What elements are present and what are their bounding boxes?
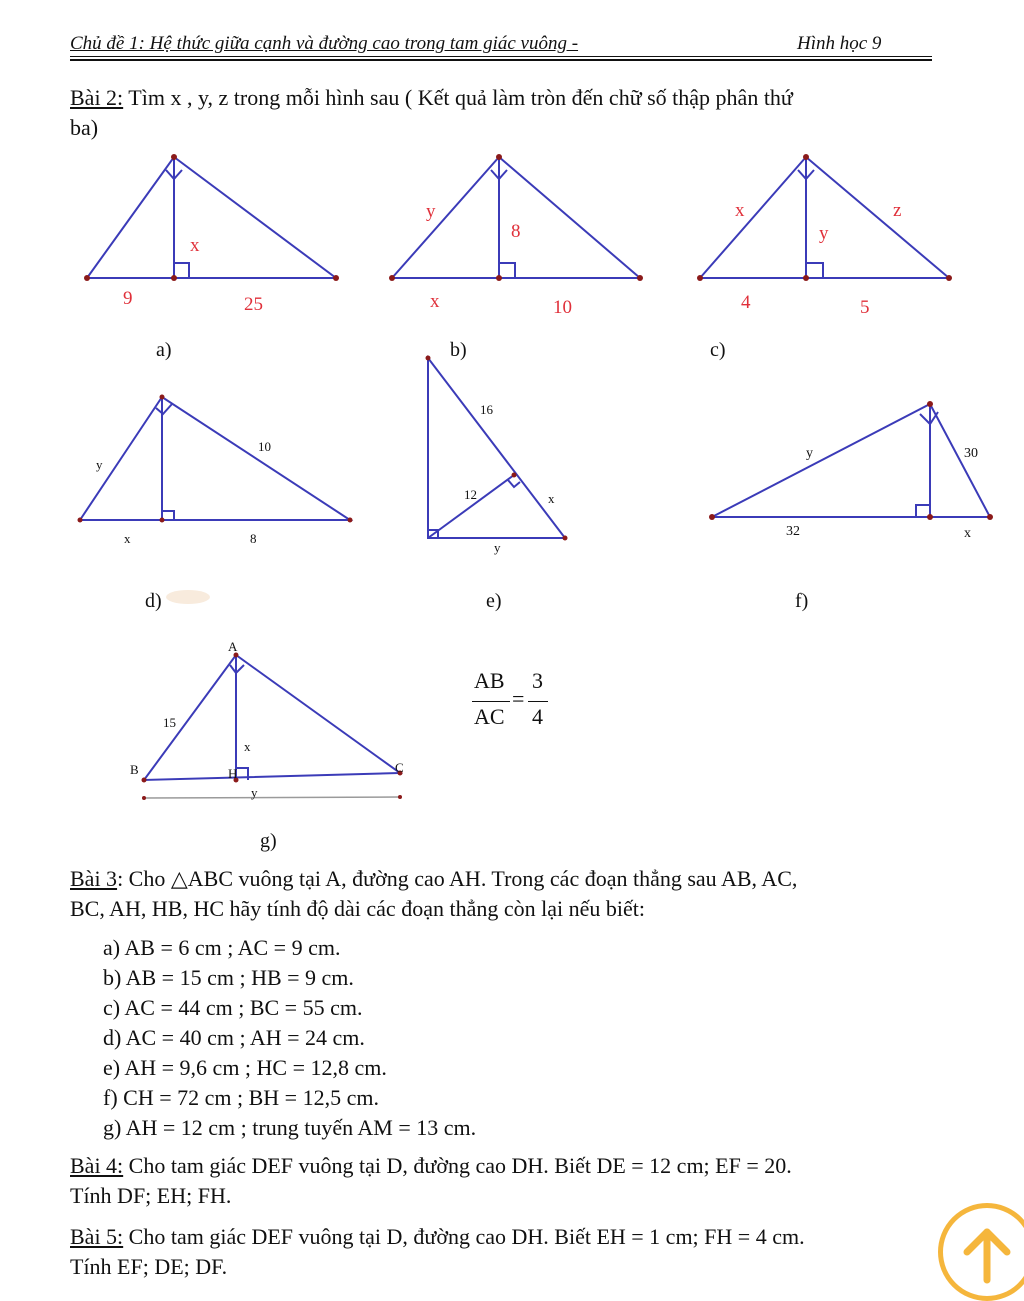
bai2-text-cont: ba) (70, 115, 99, 140)
header-topic: Chủ đề 1: Hệ thức giữa cạnh và đường cao trong tam giác vuông - (70, 33, 579, 54)
fraction-equals: = (512, 686, 525, 711)
fraction-den-left: AC (474, 704, 505, 729)
fraction-den-right: 4 (532, 704, 543, 729)
fraction-bar-left (472, 701, 510, 702)
bai2-text: Tìm x , y, z trong mỗi hình sau ( Kết quả làm tròn đến chữ số thập phân thứ (123, 85, 793, 110)
fig-c-y: y (819, 223, 829, 244)
fig-b-h: 8 (511, 221, 521, 242)
bai3-text-cont: BC, AH, HB, HC hãy tính độ dài các đoạn thẳng còn lại nếu biết: (70, 896, 645, 921)
list-item: a) AB = 6 cm ; AC = 9 cm. (103, 935, 341, 960)
bai5-statement (70, 1222, 970, 1282)
scroll-top-button[interactable] (938, 1203, 1024, 1301)
fig-e-x: x (548, 491, 555, 506)
list-item: f) CH = 72 cm ; BH = 12,5 cm. (103, 1085, 379, 1110)
bai4-text: Cho tam giác DEF vuông tại D, đường cao DH. Biết DE = 12 cm; EF = 20. (123, 1153, 792, 1178)
fig-a-left: 9 (123, 288, 133, 309)
fraction-num-right: 3 (532, 668, 543, 693)
fig-g-C: C (395, 760, 404, 775)
fig-c-z: z (893, 200, 902, 221)
fig-f-y: y (806, 446, 813, 461)
fig-c-left: 4 (741, 292, 751, 313)
fig-d-left: x (124, 531, 131, 546)
fig-a-x: x (190, 235, 200, 256)
caption-d: d) (145, 590, 162, 612)
fig-g-y: y (251, 785, 258, 800)
fig-g-H: H (228, 766, 238, 781)
caption-b: b) (450, 339, 467, 361)
fig-g-x: x (244, 739, 251, 754)
bai5-label: Bài 5: (70, 1224, 124, 1249)
list-item: c) AC = 44 cm ; BC = 55 cm. (103, 995, 363, 1020)
list-item: d) AC = 40 cm ; AH = 24 cm. (103, 1025, 365, 1050)
ratio-fraction (466, 668, 556, 732)
bai3-label: Bài 3 (70, 866, 118, 891)
fig-f-side: 30 (964, 446, 978, 461)
fig-g-B: B (130, 762, 139, 777)
fig-e-y: y (494, 540, 501, 555)
bai4-text-cont: Tính DF; EH; FH. (70, 1183, 232, 1208)
fig-g-A: A (228, 639, 238, 654)
fig-d-right: 8 (250, 531, 257, 546)
list-item: g) AH = 12 cm ; trung tuyến AM = 13 cm. (103, 1115, 477, 1140)
smudge-mark (166, 590, 210, 604)
list-item: e) AH = 9,6 cm ; HC = 12,8 cm. (103, 1055, 387, 1080)
arrow-up-icon (943, 1208, 1024, 1296)
caption-a: a) (156, 339, 172, 361)
fig-b-left: x (430, 291, 440, 312)
fig-a-right: 25 (244, 294, 263, 315)
caption-f: f) (795, 590, 809, 612)
bai3-text: : Cho △ABC vuông tại A, đường cao AH. Trong các đoạn thẳng sau AB, AC, (117, 866, 798, 891)
fig-e-mid: 12 (464, 487, 477, 502)
fraction-num-left: AB (474, 668, 505, 693)
fig-c-x: x (735, 200, 745, 221)
figure-f (712, 404, 990, 517)
fig-b-right: 10 (553, 297, 572, 318)
fig-d-hyp: 10 (258, 439, 271, 454)
header-subject: Hình học 9 (797, 33, 882, 54)
fraction-bar-right (528, 701, 548, 702)
bai3-list (103, 933, 476, 1143)
bai3-statement (70, 864, 970, 924)
caption-c: c) (710, 339, 726, 361)
bai5-text: Cho tam giác DEF vuông tại D, đường cao DH. Biết EH = 1 cm; FH = 4 cm. (123, 1224, 805, 1249)
caption-g: g) (260, 830, 277, 852)
fig-f-base: 32 (786, 524, 800, 539)
figure-a (87, 157, 336, 278)
fig-f-x: x (964, 526, 971, 541)
fig-g-ab: 15 (163, 715, 176, 730)
bai4-statement (70, 1151, 970, 1211)
figure-e (428, 358, 565, 538)
bai5-text-cont: Tính EF; DE; DF. (70, 1254, 228, 1279)
caption-e: e) (486, 590, 502, 612)
bai4-label: Bài 4: (70, 1153, 124, 1178)
list-item: b) AB = 15 cm ; HB = 9 cm. (103, 965, 354, 990)
figure-d (80, 397, 350, 520)
fig-d-y: y (96, 457, 103, 472)
fig-e-top: 16 (480, 402, 493, 417)
fig-b-y: y (426, 201, 436, 222)
fig-c-right: 5 (860, 297, 870, 318)
bai2-label: Bài 2: (70, 85, 124, 110)
figure-g (144, 655, 400, 798)
